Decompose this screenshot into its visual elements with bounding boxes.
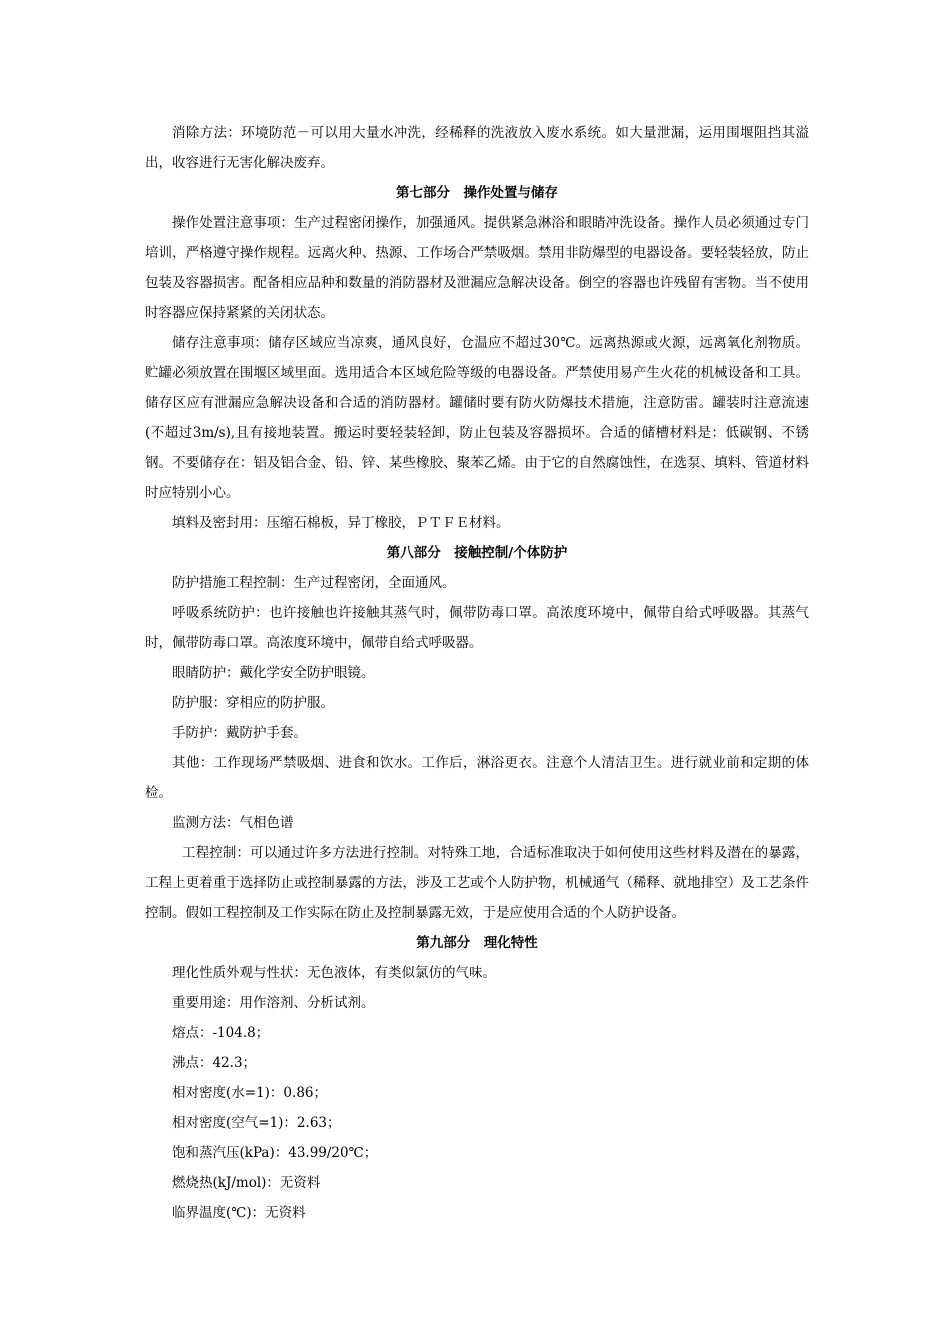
protective-clothing-paragraph: 防护服：穿相应的防护服。 (172, 695, 334, 711)
section-9-heading: 第九部分 理化特性 (416, 935, 538, 951)
relative-density-air-line: 相对密度(空气=1)：2.63； (172, 1115, 341, 1131)
respiratory-protection-paragraph: 呼吸系统防护：也许接触也许接触其蒸气时，佩带防毒口罩。高浓度环境中，佩带自给式呼吸器。其蒸气时，佩带防毒口罩。高浓度环境中，佩带自给式呼吸器。 (145, 605, 809, 651)
critical-temperature-line: 临界温度(℃)：无资料 (172, 1205, 306, 1221)
other-protection-paragraph: 其他：工作现场严禁吸烟、进食和饮水。工作后，淋浴更衣。注意个人清洁卫生。进行就业前和定期的体检。 (145, 755, 809, 801)
document-page (145, 118, 809, 1228)
section-8-heading: 第八部分 接触控制/个体防护 (386, 545, 568, 561)
relative-density-water-line: 相对密度(水=1)：0.86； (172, 1085, 327, 1101)
melting-point-line: 熔点：-104.8； (172, 1025, 270, 1041)
engineering-controls-paragraph: 防护措施工程控制：生产过程密闭，全面通风。 (172, 575, 456, 591)
eye-protection-paragraph: 眼睛防护：戴化学安全防护眼镜。 (172, 665, 375, 681)
sealing-materials-paragraph: 填料及密封用：压缩石棉板，异丁橡胶，ＰＴＦＥ材料。 (172, 515, 510, 531)
usage-paragraph: 重要用途：用作溶剂、分析试剂。 (172, 995, 375, 1011)
monitoring-method-paragraph: 监测方法：气相色谱 (172, 815, 294, 831)
hand-protection-paragraph: 手防护：戴防护手套。 (172, 725, 307, 741)
storage-precautions-paragraph: 储存注意事项：储存区域应当凉爽，通风良好，仓温应不超过30℃。远离热源或火源，远离氧化剂物质。贮罐必须放置在围堰区域里面。选用适合本区域危险等级的电器设备。严禁使用易产生火花的机械设备和工具。储存区应有泄漏应急解决设备和合适的消防器材。罐储时要有防火防爆技术措施，注意防雷。罐装时注意流速(不超过3m/s),且有接地装置。搬运时要轻装轻卸，防止包装及容器损坏。合适的储槽材料是：低碳钢、不锈钢。不要储存在：铝及铝合金、铅、锌、某些橡胶、聚苯乙烯。由于它的自然腐蚀性，在选泵、填料、管道材料时应特别小心。 (145, 335, 809, 501)
section-7-heading: 第七部分 操作处置与储存 (396, 185, 558, 201)
appearance-paragraph: 理化性质外观与性状：无色液体，有类似氯仿的气味。 (172, 965, 496, 981)
vapor-pressure-line: 饱和蒸汽压(kPa)：43.99/20℃； (172, 1145, 378, 1161)
boiling-point-line: 沸点：42.3； (172, 1055, 257, 1071)
combustion-heat-line: 燃烧热(kJ/mol)：无资料 (172, 1175, 321, 1191)
handling-precautions-paragraph: 操作处置注意事项：生产过程密闭操作，加强通风。提供紧急淋浴和眼睛冲洗设备。操作人员必须通过专门培训，严格遵守操作规程。远离火种、热源、工作场合严禁吸烟。禁用非防爆型的电器设备。要轻装轻放，防止包装及容器损害。配备相应品种和数量的消防器材及泄漏应急解决设备。倒空的容器也许残留有害物。当不使用时容器应保持紧紧的关闭状态。 (145, 215, 809, 321)
engineering-control-detail-paragraph: 工程控制：可以通过许多方法进行控制。对特殊工地，合适标准取决于如何使用这些材料及潜在的暴露，工程上更着重于选择防止或控制暴露的方法，涉及工艺或个人防护物，机械通气（稀释、就地排空）及工艺条件控制。假如工程控制及工作实际在防止及控制暴露无效，于是应使用合适的个人防护设备。 (145, 845, 809, 921)
cleanup-method-paragraph: 消除方法：环境防范－可以用大量水冲洗，经稀释的洗液放入废水系统。如大量泄漏，运用围堰阻挡其溢出，收容进行无害化解决废弃。 (145, 125, 809, 171)
